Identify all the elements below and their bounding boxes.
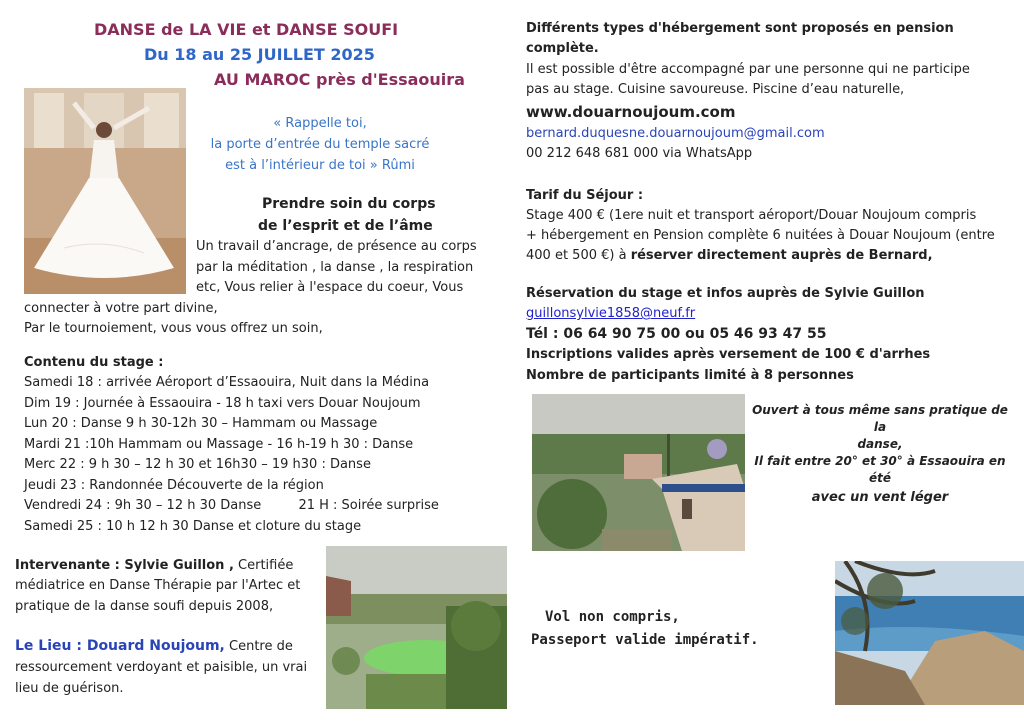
- website-link[interactable]: www.douarnoujoum.com: [526, 103, 736, 121]
- weather-line: été: [868, 471, 891, 485]
- lodging-line: Différents types d'hébergement sont proposés en pension: [526, 21, 954, 36]
- program-list: [24, 373, 439, 537]
- program-item: Samedi 25 : 10 h 12 h 30 Danse et cloture du stage: [24, 518, 362, 534]
- quote-line: est à l’intérieur de toi » Rûmi: [225, 158, 415, 173]
- weather-note: [746, 402, 1014, 506]
- program-item: Dim 19 : Journée à Essaouira - 18 h taxi vers Douar Noujoum: [24, 395, 421, 411]
- lodging-line: complète.: [526, 41, 599, 56]
- program-item: Vendredi 24 : 9h 30 – 12 h 30 Danse 21 H : Soirée surprise: [24, 498, 439, 513]
- speaker-text: pratique de la danse soufi depuis 2008,: [15, 599, 274, 614]
- quote-line: « Rappelle toi,: [273, 116, 367, 131]
- pricing-bold-text: réserver directement auprès de Bernard,: [630, 248, 933, 263]
- intro-line: Un travail d’ancrage, de présence au corps: [196, 239, 477, 254]
- venue-block: [15, 636, 293, 657]
- program-item: Jeudi 23 : Randonnée Découverte de la région: [24, 477, 324, 493]
- speaker-block: [15, 556, 293, 576]
- intro-line: connecter à votre part divine,: [24, 301, 218, 316]
- participant-limit: Nombre de participants limité à 8 personnes: [526, 368, 854, 383]
- speaker-label: Intervenante : Sylvie Guillon ,: [15, 558, 234, 573]
- sylvie-phone: Tél : 06 64 90 75 00 ou 05 46 93 47 55: [526, 326, 827, 342]
- coast-photo: [835, 561, 1024, 705]
- program-heading: Contenu du stage :: [24, 355, 164, 370]
- pricing-line: + hébergement en Pension complète 6 nuitées à Douar Noujoum (entre: [526, 228, 995, 243]
- speaker-text: médiatrice en Danse Thérapie par l'Artec et: [15, 578, 301, 593]
- pricing-text: 400 et 500 €) à: [526, 248, 631, 263]
- deposit-info: Inscriptions valides après versement de 100 € d'arrhes: [526, 347, 931, 362]
- intro-line: etc, Vous relier à l'espace du coeur, Vous: [196, 280, 464, 295]
- speaker-text: Certifiée: [233, 558, 294, 573]
- program-item: Samedi 18 : arrivée Aéroport d’Essaouira, Nuit dans la Médina: [24, 375, 430, 390]
- pricing-heading: Tarif du Séjour :: [526, 188, 644, 203]
- pool-photo: [326, 546, 507, 709]
- quote-line: la porte d’entrée du temple sacré: [210, 137, 430, 152]
- program-item: Lun 20 : Danse 9 h 30-12h 30 – Hammam ou Massage: [24, 416, 378, 431]
- lodging-line: pas au stage. Cuisine savoureuse. Piscine d’eau naturelle,: [526, 82, 905, 97]
- intro-line: par la méditation , la danse , la respiration: [196, 260, 474, 275]
- program-item: Merc 22 : 9 h 30 – 12 h 30 et 16h30 – 19 h30 : Danse: [24, 457, 371, 472]
- dancer-photo: [24, 88, 186, 294]
- venue-text: ressourcement verdoyant et paisible, un vrai: [15, 660, 308, 675]
- intro-heading: de l’esprit et de l’âme: [258, 218, 433, 234]
- garden-photo: [532, 394, 745, 551]
- weather-line: danse,: [857, 437, 903, 451]
- bernard-email-link[interactable]: bernard.duquesne.douarnoujoum@gmail.com: [526, 126, 825, 141]
- venue-label: Le Lieu : Douard Noujoum,: [15, 638, 225, 654]
- flight-note: Vol non compris,: [545, 609, 680, 625]
- venue-text: Centre de: [224, 639, 293, 654]
- sylvie-email-link[interactable]: guillonsylvie1858@neuf.fr: [526, 306, 696, 321]
- weather-line: Il fait entre 20° et 30° à Essaouira en: [754, 454, 1006, 468]
- rumi-quote: [200, 113, 440, 176]
- lodging-line: Il est possible d'être accompagné par une personne qui ne participe: [526, 62, 970, 77]
- pricing-line: Stage 400 € (1ere nuit et transport aéroport/Douar Noujoum compris: [526, 208, 977, 223]
- intro-heading: Prendre soin du corps: [262, 196, 436, 212]
- reservation-heading: Réservation du stage et infos auprès de Sylvie Guillon: [526, 286, 925, 301]
- weather-line: avec un vent léger: [811, 490, 949, 505]
- venue-text: lieu de guérison.: [15, 681, 124, 696]
- event-location: AU MAROC près d'Essaouira: [214, 70, 465, 89]
- pricing-line: [526, 246, 933, 266]
- passport-note: Passeport valide impératif.: [531, 632, 759, 648]
- intro-line: Par le tournoiement, vous vous offrez un soin,: [24, 321, 323, 336]
- event-dates: Du 18 au 25 JUILLET 2025: [144, 45, 375, 64]
- weather-line: Ouvert à tous même sans pratique de la: [752, 403, 1008, 434]
- whatsapp-phone: 00 212 648 681 000 via WhatsApp: [526, 146, 753, 161]
- event-title: DANSE de LA VIE et DANSE SOUFI: [94, 20, 399, 39]
- program-item: Mardi 21 :10h Hammam ou Massage - 16 h-19 h 30 : Danse: [24, 436, 414, 452]
